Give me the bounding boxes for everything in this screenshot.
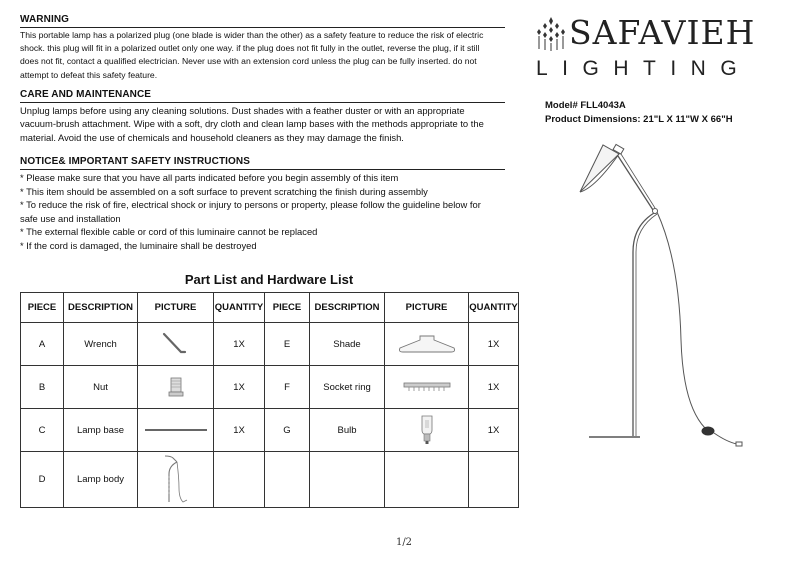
piece-cell: D xyxy=(21,452,64,508)
description-cell: Shade xyxy=(310,323,385,366)
care-title: CARE AND MAINTENANCE xyxy=(20,89,505,103)
notice-section xyxy=(20,156,505,253)
picture-cell xyxy=(138,323,214,366)
notice-line: * Please make sure that you have all parts indicated before you begin assembly of this item xyxy=(20,172,399,183)
quantity-cell: 1X xyxy=(469,366,519,409)
lamp-body-icon xyxy=(161,454,191,506)
description-cell: Socket ring xyxy=(310,366,385,409)
quantity-cell: 1X xyxy=(214,409,265,452)
chandelier-icon xyxy=(536,17,566,51)
shade-icon xyxy=(396,332,458,356)
notice-line: safe use and installation xyxy=(20,212,121,224)
piece-cell: G xyxy=(265,409,310,452)
header-picture: PICTURE xyxy=(138,293,214,323)
care-body xyxy=(20,104,505,144)
picture-cell xyxy=(385,366,469,409)
table-row xyxy=(21,452,519,508)
parts-table xyxy=(20,292,519,508)
description-cell: Nut xyxy=(64,366,138,409)
piece-cell: B xyxy=(21,366,64,409)
logo-lighting-text: LIGHTING xyxy=(536,57,752,80)
care-line: vacuum-brush attachment. Wipe with a soft, dry cloth and clean lamp bases with the methods appropriate to the xyxy=(20,118,484,130)
bulb-icon xyxy=(420,414,434,446)
table-row xyxy=(21,323,519,366)
quantity-cell: 1X xyxy=(469,323,519,366)
piece-cell xyxy=(265,452,310,508)
header-quantity: QUANTITY xyxy=(214,293,265,323)
model-info xyxy=(545,99,733,127)
description-cell xyxy=(310,452,385,508)
notice-line: * To reduce the risk of fire, electrical shock or injury to persons or property, please follow the guideline below for xyxy=(20,199,481,211)
header-description: DESCRIPTION xyxy=(310,293,385,323)
picture-cell xyxy=(138,452,214,508)
product-dimensions: Product Dimensions: 21"L X 11"W X 66"H xyxy=(545,114,733,125)
lamp-base-icon xyxy=(145,427,207,433)
quantity-cell: 1X xyxy=(469,409,519,452)
header-piece: PIECE xyxy=(265,293,310,323)
care-line: material. Avoid the use of chemicals and household cleaners as they may damage the finish. xyxy=(20,131,404,143)
picture-cell xyxy=(385,452,469,508)
quantity-cell: 1X xyxy=(214,366,265,409)
care-line: Unplug lamps before using any cleaning solutions. Dust shades with a feather duster or with an appropriate xyxy=(20,105,465,116)
header-picture: PICTURE xyxy=(385,293,469,323)
header-quantity: QUANTITY xyxy=(469,293,519,323)
header-description: DESCRIPTION xyxy=(64,293,138,323)
table-row xyxy=(21,366,519,409)
piece-cell: A xyxy=(21,323,64,366)
notice-line: * This item should be assembled on a soft surface to prevent scratching the finish during assembly xyxy=(20,185,428,197)
socket-ring-icon xyxy=(403,381,451,393)
nut-icon xyxy=(168,376,184,398)
page-number: 1/2 xyxy=(395,537,413,548)
floor-lamp-illustration xyxy=(575,140,755,460)
piece-cell: C xyxy=(21,409,64,452)
quantity-cell: 1X xyxy=(214,323,265,366)
picture-cell xyxy=(385,323,469,366)
warning-line: shock. this plug will fit in a polarized outlet only one way. if the plug does not fit fully in the outlet, reverse the plug, if it still xyxy=(20,43,480,54)
table-header-row xyxy=(21,293,519,323)
warning-body xyxy=(20,29,505,82)
notice-line: * If the cord is damaged, the luminaire shall be destroyed xyxy=(20,239,257,251)
quantity-cell xyxy=(469,452,519,508)
header-piece: PIECE xyxy=(21,293,64,323)
quantity-cell xyxy=(214,452,265,508)
description-cell: Bulb xyxy=(310,409,385,452)
logo-safavieh-text: SAFAVIEH xyxy=(569,13,756,52)
description-cell: Lamp body xyxy=(64,452,138,508)
warning-line: does not fit, contact a qualified electrician. Never use with an extension cord unless the plug can be fully inserted. do not xyxy=(20,56,477,67)
notice-line: * The external flexible cable or cord of this luminaire cannot be replaced xyxy=(20,226,318,238)
warning-line: attempt to defeat this safety feature. xyxy=(20,69,158,80)
picture-cell xyxy=(385,409,469,452)
warning-line: This portable lamp has a polarized plug (one blade is wider than the other) as a safety feature to reduce the risk of electric xyxy=(20,30,484,40)
description-cell: Wrench xyxy=(64,323,138,366)
notice-body xyxy=(20,171,505,253)
wrench-icon xyxy=(161,331,191,357)
piece-cell: F xyxy=(265,366,310,409)
warning-title: WARNING xyxy=(20,14,505,28)
warning-section xyxy=(20,14,505,82)
description-cell: Lamp base xyxy=(64,409,138,452)
picture-cell xyxy=(138,409,214,452)
picture-cell xyxy=(138,366,214,409)
care-section xyxy=(20,89,505,144)
model-number: Model# FLL4043A xyxy=(545,100,626,111)
parts-table-title: Part List and Hardware List xyxy=(184,272,354,287)
brand-logo xyxy=(536,13,776,83)
table-row xyxy=(21,409,519,452)
notice-title: NOTICE& IMPORTANT SAFETY INSTRUCTIONS xyxy=(20,156,505,170)
piece-cell: E xyxy=(265,323,310,366)
